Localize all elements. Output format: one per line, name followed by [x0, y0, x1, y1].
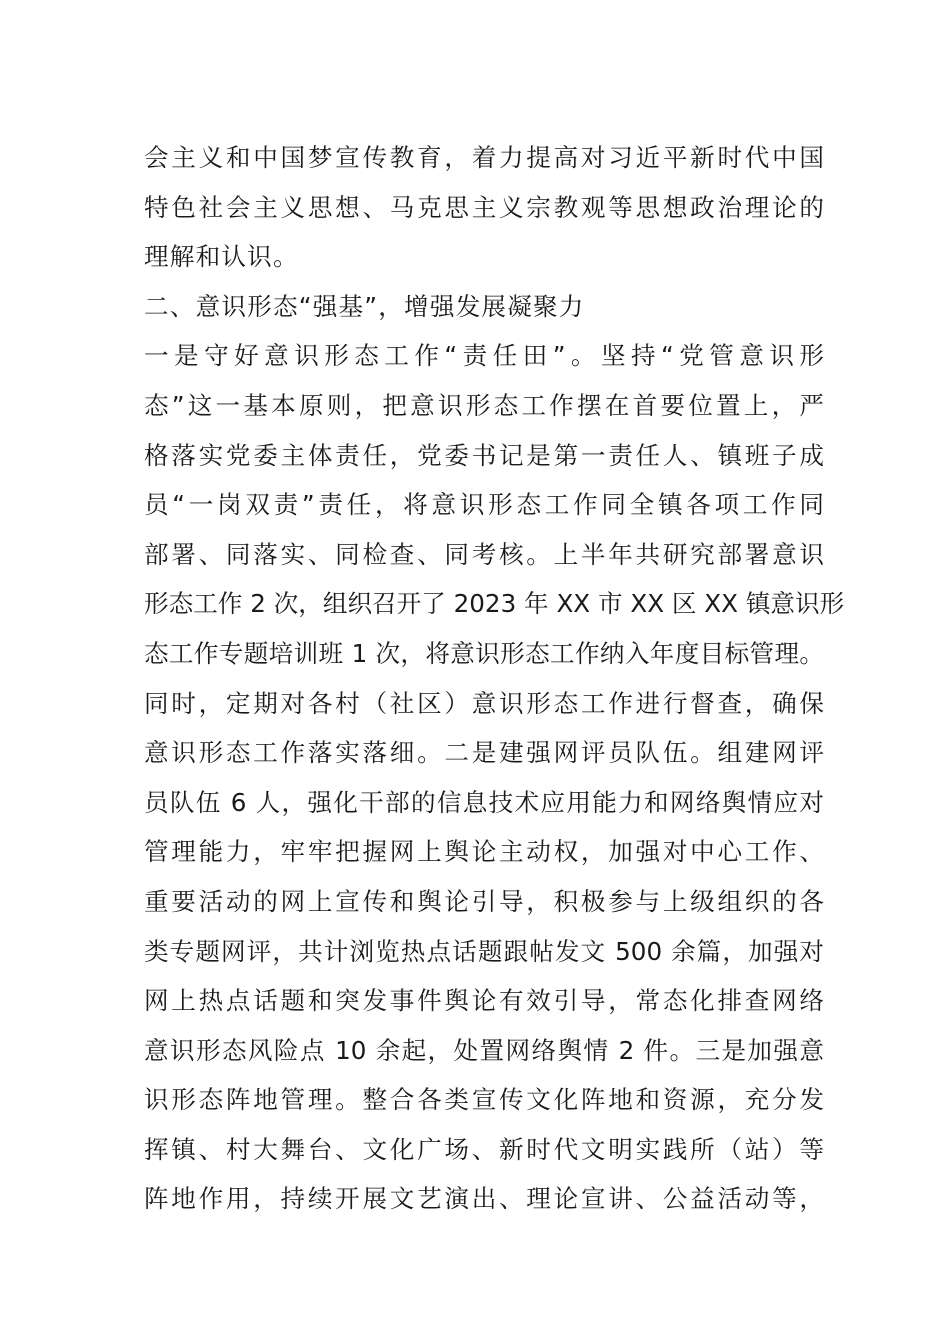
text-line-2: 特色社会主义思想、马克思主义宗教观等思想政治理论的 [144, 192, 824, 222]
text-line-15: 管理能力，牢牢把握网上舆论主动权，加强对中心工作、 [144, 837, 824, 867]
text-line-20: 识形态阵地管理。整合各类宣传文化阵地和资源，充分发 [144, 1085, 824, 1115]
text-line-11: 态工作专题培训班 1 次，将意识形态工作纳入年度目标管理。 [144, 638, 824, 668]
text-line-14: 员队伍 6 人，强化干部的信息技术应用能力和网络舆情应对 [144, 787, 824, 817]
text-line-7: 格落实党委主体责任，党委书记是第一责任人、镇班子成 [144, 440, 824, 470]
text-line-21: 挥镇、村大舞台、文化广场、新时代文明实践所（站）等 [144, 1134, 824, 1164]
text-line-5: 一是守好意识形态工作“责任田”。坚持“党管意识形 [144, 341, 824, 371]
text-line-12: 同时，定期对各村（社区）意识形态工作进行督查，确保 [144, 688, 824, 718]
section-heading: 二、意识形态“强基”，增强发展凝聚力 [144, 291, 585, 321]
text-line-19: 意识形态风险点 10 余起，处置网络舆情 2 件。三是加强意 [144, 1035, 824, 1065]
text-line-6: 态”这一基本原则，把意识形态工作摆在首要位置上，严 [144, 390, 824, 420]
document-body [144, 133, 845, 1224]
text-line-16: 重要活动的网上宣传和舆论引导，积极参与上级组织的各 [144, 886, 824, 916]
text-line-22: 阵地作用，持续开展文艺演出、理论宣讲、公益活动等， [144, 1184, 824, 1214]
text-line-18: 网上热点话题和突发事件舆论有效引导，常态化排查网络 [144, 986, 824, 1016]
text-line-8: 员“一岗双责”责任，将意识形态工作同全镇各项工作同 [144, 490, 824, 520]
text-line-10: 形态工作 2 次，组织召开了 2023 年 XX 市 XX 区 XX 镇意识形 [144, 589, 845, 619]
text-line-9: 部署、同落实、同检查、同考核。上半年共研究部署意识 [144, 539, 824, 569]
text-line-13: 意识形态工作落实落细。二是建强网评员队伍。组建网评 [144, 738, 824, 768]
text-line-3: 理解和认识。 [144, 242, 299, 272]
text-line-17: 类专题网评，共计浏览热点话题跟帖发文 500 余篇，加强对 [144, 936, 824, 966]
text-line-1: 会主义和中国梦宣传教育，着力提高对习近平新时代中国 [144, 143, 824, 172]
